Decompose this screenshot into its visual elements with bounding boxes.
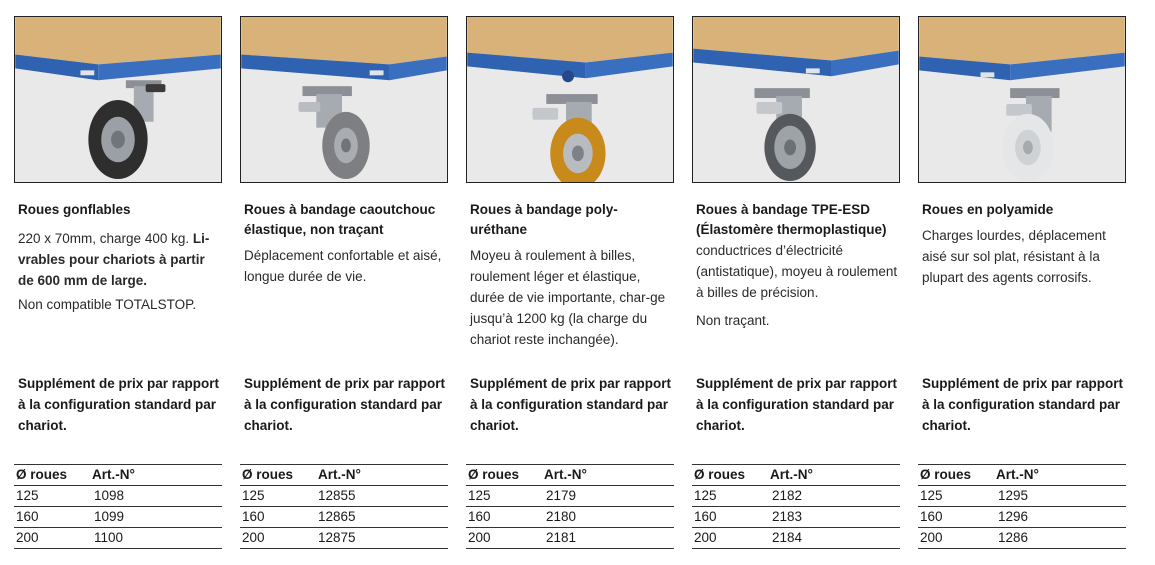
cell-diameter: 125 [694, 488, 717, 503]
cell-article-number: 1295 [998, 488, 1029, 503]
cell-article-number: 1098 [94, 488, 125, 503]
cell-article-number: 2183 [772, 509, 803, 524]
cell-diameter: 200 [468, 530, 491, 545]
table-row [692, 507, 900, 528]
cell-diameter: 200 [920, 530, 943, 545]
price-supplement-note: Supplément de prix par rapport à la configuration standard par chariot. [18, 376, 220, 433]
table-row [692, 486, 900, 507]
header-article-number: Art.-N° [544, 467, 587, 482]
table-row [466, 507, 674, 528]
table-row [918, 528, 1126, 549]
cell-diameter: 160 [16, 509, 39, 524]
table-row [466, 486, 674, 507]
cell-article-number: 12875 [318, 530, 356, 545]
cell-article-number: 2184 [772, 530, 803, 545]
description-bold-text: Li-vrables pour chariots à partir de 600 mm de large. [18, 231, 210, 288]
cell-article-number: 1286 [998, 530, 1029, 545]
rubber-wheel-illustration [241, 17, 447, 182]
product-title: Roues à bandage caoutchouc élastique, non traçant [244, 202, 436, 237]
table-header [240, 465, 448, 486]
description-text: 220 x 70mm, charge 400 kg. [18, 231, 193, 246]
header-article-number: Art.-N° [996, 467, 1039, 482]
table-row [14, 528, 222, 549]
cell-article-number: 2179 [546, 488, 577, 503]
price-supplement-note: Supplément de prix par rapport à la configuration standard par chariot. [922, 376, 1124, 433]
table-row [692, 528, 900, 549]
table-row [240, 528, 448, 549]
product-column-rubber [240, 0, 448, 565]
table-row [240, 486, 448, 507]
polyamide-wheel-illustration [919, 17, 1125, 182]
cell-diameter: 160 [242, 509, 265, 524]
table-row [918, 486, 1126, 507]
header-article-number: Art.-N° [318, 467, 361, 482]
table-header [918, 465, 1126, 486]
article-table [692, 464, 900, 549]
tpe-esd-wheel-illustration [693, 17, 899, 182]
article-table [240, 464, 448, 549]
cell-article-number: 1296 [998, 509, 1029, 524]
article-table [466, 464, 674, 549]
cell-diameter: 125 [242, 488, 265, 503]
wheel-photo [466, 16, 674, 183]
polyurethane-wheel-illustration [467, 17, 673, 182]
price-supplement-note: Supplément de prix par rapport à la configuration standard par chariot. [244, 376, 446, 433]
table-row [14, 507, 222, 528]
cell-diameter: 125 [16, 488, 39, 503]
cell-article-number: 1100 [94, 530, 124, 545]
cell-article-number: 2181 [546, 530, 577, 545]
pneumatic-wheel-illustration [15, 17, 221, 182]
product-description: conductrices d’électricité (antistatique), moyeu à roulement à billes de précision. [696, 243, 898, 300]
tracking-note: Non traçant. [696, 313, 770, 328]
article-table [918, 464, 1126, 549]
product-title: Roues à bandage TPE-ESD (Élastomère thermoplastique) [696, 202, 887, 237]
product-title: Roues en polyamide [922, 202, 1054, 217]
price-supplement-note: Supplément de prix par rapport à la configuration standard par chariot. [470, 376, 672, 433]
table-row [14, 486, 222, 507]
cell-diameter: 125 [468, 488, 491, 503]
cell-diameter: 160 [694, 509, 717, 524]
product-description: Moyeu à roulement à billes, roulement léger et élastique, durée de vie importante, char-ge jusqu’à 1200 kg (la charge du chariot reste inchangée). [470, 248, 666, 347]
compatibility-note: Non compatible TOTALSTOP. [18, 297, 197, 312]
table-row [918, 507, 1126, 528]
wheel-photo [692, 16, 900, 183]
table-row [466, 528, 674, 549]
cell-article-number: 1099 [94, 509, 125, 524]
price-supplement-note: Supplément de prix par rapport à la configuration standard par chariot. [696, 376, 898, 433]
product-column-tpe-esd [692, 0, 900, 565]
header-article-number: Art.-N° [770, 467, 813, 482]
product-column-polyurethane [466, 0, 674, 565]
wheel-photo [240, 16, 448, 183]
wheel-photo [918, 16, 1126, 183]
cell-diameter: 125 [920, 488, 943, 503]
product-column-pneumatic [14, 0, 222, 565]
header-diameter: Ø roues [468, 467, 520, 482]
article-table [14, 464, 222, 549]
cell-article-number: 12855 [318, 488, 356, 503]
table-row [240, 507, 448, 528]
cell-diameter: 200 [694, 530, 717, 545]
cell-diameter: 200 [16, 530, 39, 545]
product-description: Charges lourdes, déplacement aisé sur sol plat, résistant à la plupart des agents corrosifs. [922, 228, 1106, 285]
product-description [18, 228, 220, 291]
product-column-polyamide [918, 0, 1126, 565]
wheel-photo [14, 16, 222, 183]
cell-article-number: 12865 [318, 509, 356, 524]
cell-diameter: 160 [920, 509, 943, 524]
cell-diameter: 200 [242, 530, 265, 545]
cell-article-number: 2182 [772, 488, 803, 503]
header-diameter: Ø roues [694, 467, 746, 482]
product-description: Déplacement confortable et aisé, longue durée de vie. [244, 248, 442, 284]
header-diameter: Ø roues [16, 467, 68, 482]
table-header [466, 465, 674, 486]
cell-article-number: 2180 [546, 509, 577, 524]
header-diameter: Ø roues [242, 467, 294, 482]
header-diameter: Ø roues [920, 467, 972, 482]
cell-diameter: 160 [468, 509, 491, 524]
product-title: Roues gonflables [18, 202, 131, 217]
table-header [692, 465, 900, 486]
table-header [14, 465, 222, 486]
product-title: Roues à bandage poly-uréthane [470, 202, 618, 237]
header-article-number: Art.-N° [92, 467, 135, 482]
